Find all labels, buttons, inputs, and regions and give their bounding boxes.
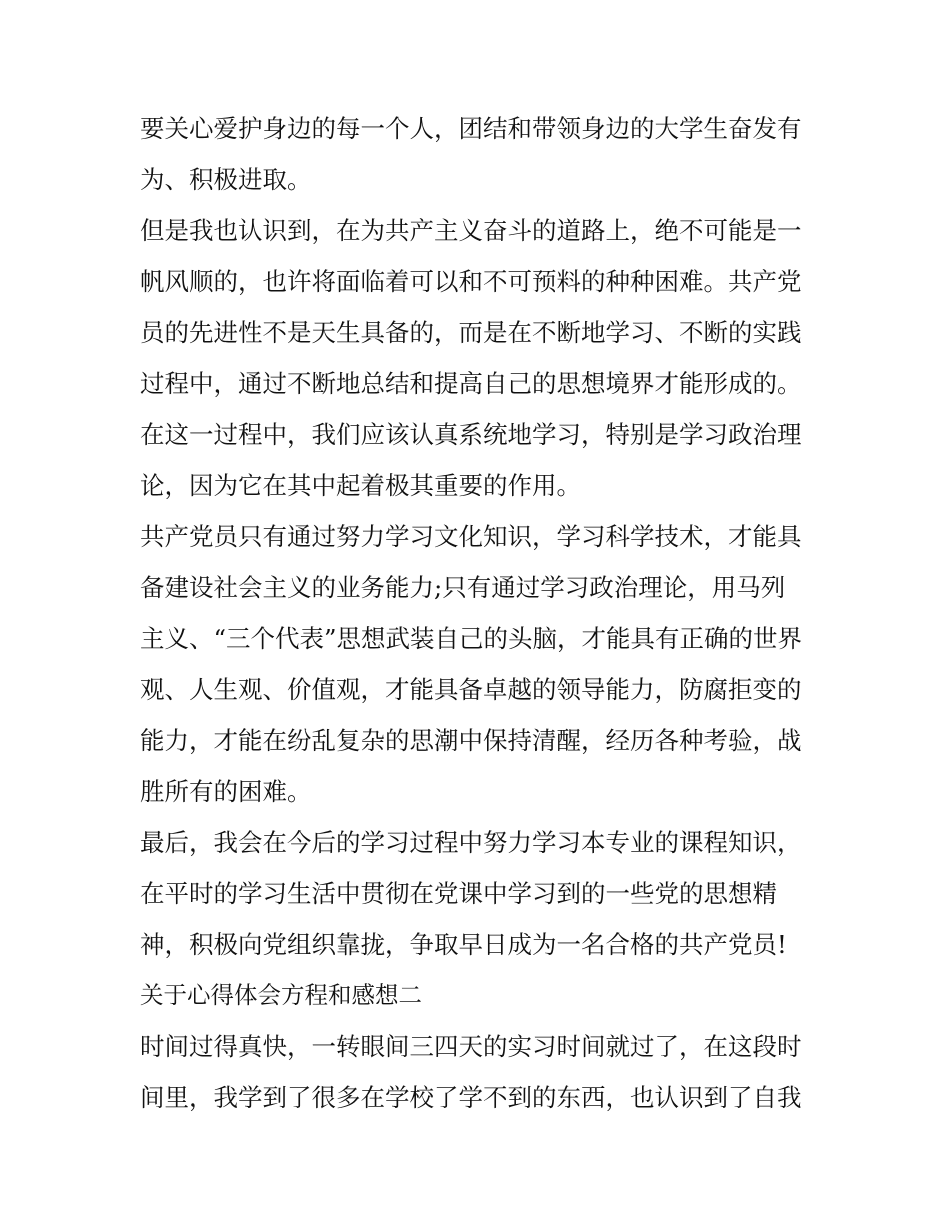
text-line: 最后，我会在今后的学习过程中努力学习本专业的课程知识， [140,828,802,857]
text-line: 为、积极进取。 [140,165,312,194]
text-line: 帆风顺的，也许将面临着可以和不可预料的种种困难。共产党 [140,267,802,296]
section-heading: 关于心得体会方程和感想二 [140,981,422,1009]
text-line: 要关心爱护身边的每一个人，团结和带领身边的大学生奋发有 [140,114,802,143]
text-line: 观、人生观、价值观，才能具备卓越的领导能力，防腐拒变的 [140,675,802,704]
text-line: 神，积极向党组织靠拢，争取早日成为一名合格的共产党员! [140,930,787,959]
text-line: 主义、“三个代表”思想武装自己的头脑，才能具有正确的世界 [140,624,803,653]
text-line: 在平时的学习生活中贯彻在党课中学习到的一些党的思想精 [140,879,777,908]
document-body [140,103,820,1123]
text-line: 在这一过程中，我们应该认真系统地学习，特别是学习政治理 [140,420,802,449]
text-line: 共产党员只有通过努力学习文化知识，学习科学技术，才能具 [140,522,802,551]
text-line: 能力，才能在纷乱复杂的思潮中保持清醒，经历各种考验，战 [140,726,802,755]
text-line: 员的先进性不是天生具备的，而是在不断地学习、不断的实践 [140,318,802,347]
text-line: 间里，我学到了很多在学校了学不到的东西，也认识到了自我 [140,1083,802,1112]
text-line: 过程中，通过不断地总结和提高自己的思想境界才能形成的。 [140,369,802,398]
text-line: 胜所有的困难。 [140,777,312,806]
text-line: 但是我也认识到，在为共产主义奋斗的道路上，绝不可能是一 [140,216,802,245]
text-line: 论，因为它在其中起着极其重要的作用。 [140,471,581,500]
text-line: 备建设社会主义的业务能力;只有通过学习政治理论，用马列 [140,573,786,602]
text-line: 时间过得真快，一转眼间三四天的实习时间就过了，在这段时 [140,1032,802,1061]
